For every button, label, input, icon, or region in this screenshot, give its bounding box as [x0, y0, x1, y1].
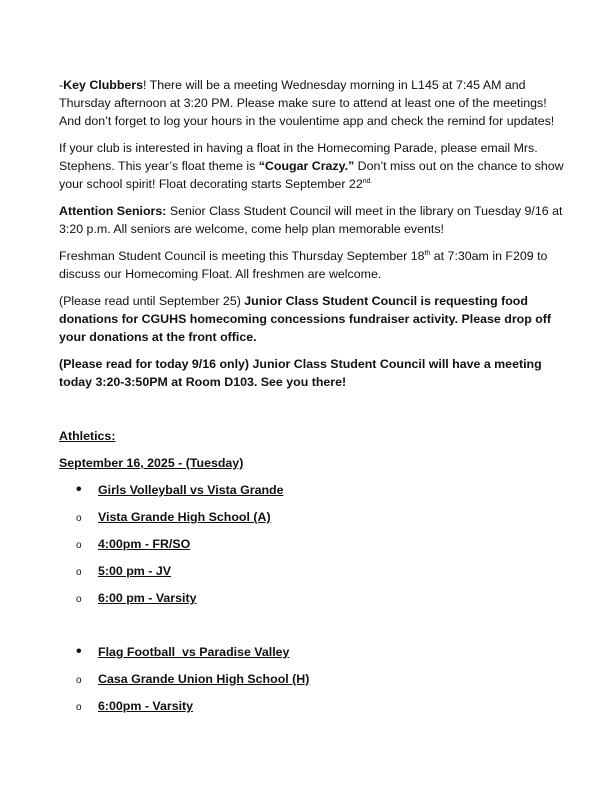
bullet-circle-icon [76, 589, 82, 609]
athletics-heading: Athletics: [59, 429, 116, 443]
bullet-disc-icon [76, 481, 82, 499]
event-detail: o 5:00 pm - JV [59, 562, 569, 580]
float-theme: “Cougar Crazy.” [258, 159, 355, 173]
bullet-circle-icon [76, 670, 82, 690]
junior-food-announcement: (Please read until September 25) Junior Class Student Council is requesting food donations for CGUHS homecoming concessions fundraiser activity. Please drop off your donations at the front office. [59, 294, 552, 344]
athletics-date: September 16, 2025 - (Tuesday) [59, 456, 244, 470]
announcements-body [59, 76, 569, 724]
bullet-circle-icon [76, 562, 82, 582]
event-detail: o 6:00 pm - Varsity [59, 589, 569, 607]
event-title: • Flag Football vs Paradise Valley [59, 643, 569, 661]
spacer [59, 400, 569, 427]
bullet-circle-icon [76, 697, 82, 717]
event-detail: o Casa Grande Union High School (H) [59, 670, 569, 688]
bullet-circle-icon [76, 508, 82, 528]
event-detail: o 4:00pm - FR/SO [59, 535, 569, 553]
freshman-announcement: Freshman Student Council is meeting this Thursday September 18th at 7:30am in F209 to discuss our Homecoming Float. All freshmen are welcome. [59, 249, 548, 281]
bullet-disc-icon [76, 643, 82, 661]
event-detail: o Vista Grande High School (A) [59, 508, 569, 526]
event-detail: o 6:00pm - Varsity [59, 697, 569, 715]
float-announcement: If your club is interested in having a float in the Homecoming Parade, please email Mrs. Stephens. This year’s float theme is “Cougar Crazy.” Don’t miss out on the chance to show your school spirit! Float decorating starts September $22^{nd.}$ [59, 141, 564, 191]
seniors-announcement: Attention Seniors: Senior Class Student Council will meet in the library on Tuesday 9/16 at 3:20 p.m. All seniors are welcome, come help plan memorable events! [59, 204, 563, 236]
spacer [59, 616, 569, 643]
key-club-label: Key Clubbers [63, 78, 144, 92]
event-title: • Girls Volleyball vs Vista Grande [59, 481, 569, 499]
seniors-label: Attention Seniors: [59, 204, 167, 218]
event-list-flag-football [59, 643, 569, 715]
bullet-circle-icon [76, 535, 82, 555]
key-club-announcement: -Key Clubbers! There will be a meeting Wednesday morning in L145 at 7:45 AM and Thursday afternoon at 3:20 PM. Please make sure to attend at least one of the meetings! And don’t forget to log your hours in the voulentime app and check the remind for updates! [59, 78, 555, 128]
event-list-volleyball [59, 481, 569, 607]
junior-meeting-announcement: (Please read for today 9/16 only) Junior Class Student Council will have a meeting today 3:20-3:50PM at Room D103. See you there! [59, 357, 542, 389]
